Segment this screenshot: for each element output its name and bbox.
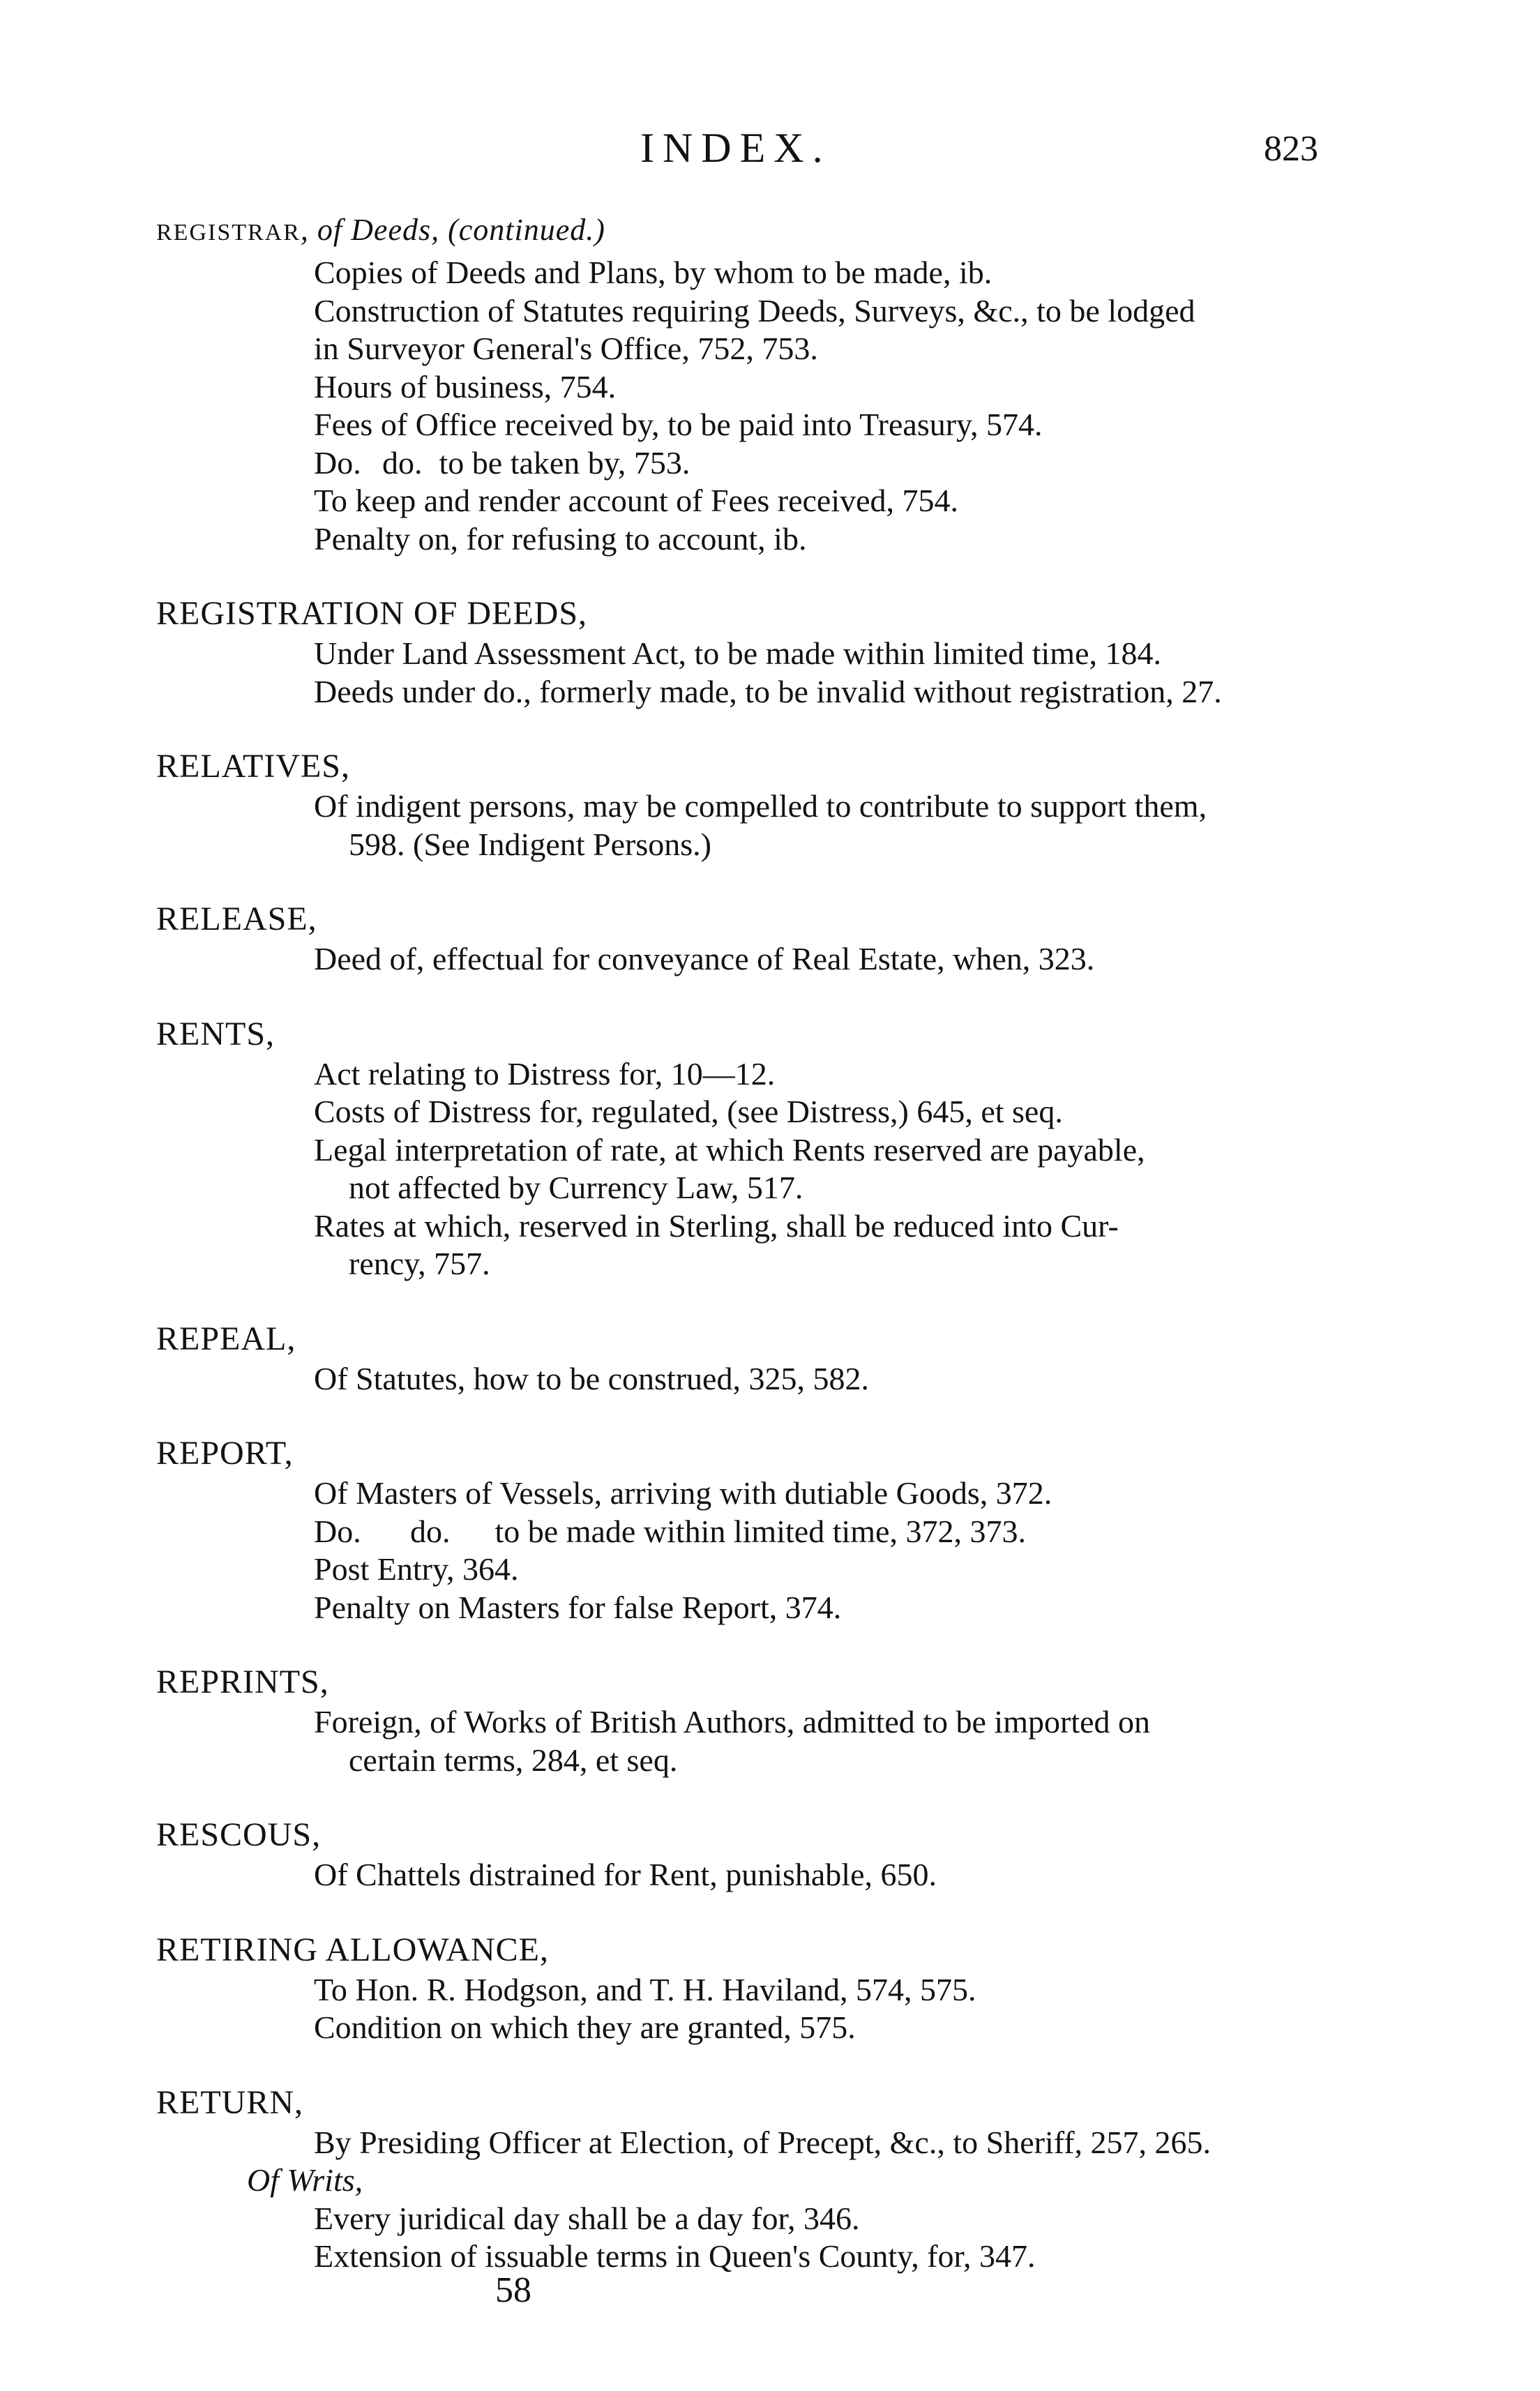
index-entry: Copies of Deeds and Plans, by whom to be made, ib. bbox=[314, 255, 992, 290]
index-content bbox=[156, 209, 1370, 2276]
ditto-text: to be taken by, 753. bbox=[439, 444, 690, 481]
index-entry: Construction of Statutes requiring Deeds, Surveys, &c., to be lodged bbox=[314, 292, 1195, 329]
index-section-report bbox=[156, 1433, 1370, 1627]
continuation-text: not affected by Currency Law, 517. bbox=[349, 1170, 803, 1205]
index-section-registrar bbox=[156, 209, 1370, 558]
index-entry: Costs of Distress for, regulated, (see Distress,) 645, et seq. bbox=[314, 1094, 1063, 1129]
page-number: 823 bbox=[1264, 129, 1318, 169]
index-section-retiring-allowance bbox=[156, 1929, 1370, 2047]
index-subheading: Of Writs, bbox=[247, 2162, 363, 2198]
index-entry: Condition on which they are granted, 575. bbox=[314, 2009, 856, 2045]
ditto-text: to be made within limited time, 372, 373. bbox=[495, 1513, 1026, 1549]
index-entry-ditto bbox=[156, 444, 1370, 483]
index-entry: Penalty on, for refusing to account, ib. bbox=[314, 520, 807, 557]
index-entry: Under Land Assessment Act, to be made within limited time, 184. bbox=[314, 635, 1161, 671]
index-section-return bbox=[156, 2082, 1370, 2276]
index-section-registration-of-deeds bbox=[156, 593, 1370, 711]
index-entry-continuation bbox=[156, 1169, 1370, 1207]
index-entry-ditto bbox=[156, 1513, 1370, 1551]
section-heading: RENTS, bbox=[156, 1015, 275, 1053]
ditto-mark: do. bbox=[382, 444, 423, 481]
index-section-repeal bbox=[156, 1318, 1370, 1398]
index-entry: By Presiding Officer at Election, of Precept, &c., to Sheriff, 257, 265. bbox=[314, 2124, 1211, 2160]
continuation-text: in Surveyor General's Office, 752, 753. bbox=[314, 331, 818, 366]
section-heading bbox=[156, 209, 1370, 254]
index-entry: Of indigent persons, may be compelled to contribute to support them, bbox=[314, 788, 1207, 824]
section-heading: RELATIVES, bbox=[156, 748, 350, 785]
index-section-release bbox=[156, 898, 1370, 979]
section-heading: REPORT, bbox=[156, 1435, 294, 1472]
index-entry: Post Entry, 364. bbox=[314, 1551, 519, 1587]
section-heading: REPEAL, bbox=[156, 1320, 296, 1357]
index-entry: Of Statutes, how to be construed, 325, 582. bbox=[314, 1360, 869, 1396]
index-entry: Fees of Office received by, to be paid into Treasury, 574. bbox=[314, 407, 1043, 442]
index-entry-continuation bbox=[156, 826, 1370, 864]
index-entry: To keep and render account of Fees received, 754. bbox=[314, 483, 959, 518]
index-section-rescous bbox=[156, 1814, 1370, 1894]
ditto-mark: Do. bbox=[314, 444, 361, 481]
index-entry-continuation bbox=[156, 1742, 1370, 1780]
heading-continuation: , of Deeds, (continued.) bbox=[300, 213, 605, 247]
ditto-mark: Do. bbox=[314, 1513, 361, 1549]
section-heading: REPRINTS, bbox=[156, 1664, 329, 1700]
section-heading: REGISTRATION OF DEEDS, bbox=[156, 595, 588, 632]
index-entry: Every juridical day shall be a day for, 346. bbox=[314, 2200, 860, 2236]
index-section-reprints bbox=[156, 1661, 1370, 1779]
signature-mark: 58 bbox=[495, 2270, 531, 2310]
section-heading: RETIRING ALLOWANCE, bbox=[156, 1931, 549, 1968]
index-entry: Penalty on Masters for false Report, 374. bbox=[314, 1589, 842, 1625]
index-entry-continuation bbox=[156, 330, 1370, 368]
section-heading: RETURN, bbox=[156, 2083, 303, 2121]
index-entry: Of Chattels distrained for Rent, punishable, 650. bbox=[314, 1857, 937, 1892]
index-entry: Act relating to Distress for, 10—12. bbox=[314, 1055, 776, 1092]
section-heading: RELEASE, bbox=[156, 900, 317, 937]
index-entry: Deeds under do., formerly made, to be invalid without registration, 27. bbox=[314, 673, 1222, 709]
section-heading: RESCOUS, bbox=[156, 1816, 322, 1853]
index-entry: Legal interpretation of rate, at which Rents reserved are payable, bbox=[314, 1131, 1145, 1168]
index-entry: Foreign, of Works of British Authors, admitted to be imported on bbox=[314, 1704, 1151, 1740]
continuation-text: rency, 757. bbox=[349, 1246, 490, 1281]
continuation-text: 598. (See Indigent Persons.) bbox=[349, 826, 711, 862]
page-title: INDEX. bbox=[640, 125, 831, 171]
index-entry: Rates at which, reserved in Sterling, shall be reduced into Cur- bbox=[314, 1207, 1119, 1244]
index-entry: Of Masters of Vessels, arriving with dutiable Goods, 372. bbox=[314, 1475, 1052, 1511]
heading-smallcaps: REGISTRAR bbox=[156, 220, 301, 246]
continuation-text: certain terms, 284, et seq. bbox=[349, 1742, 678, 1778]
index-section-rents bbox=[156, 1013, 1370, 1283]
index-entry: Deed of, effectual for conveyance of Real Estate, when, 323. bbox=[314, 941, 1095, 976]
index-section-relatives bbox=[156, 746, 1370, 863]
index-entry-continuation bbox=[156, 1245, 1370, 1283]
index-entry: To Hon. R. Hodgson, and T. H. Haviland, 574, 575. bbox=[314, 1971, 976, 2007]
index-entry: Hours of business, 754. bbox=[314, 368, 617, 405]
ditto-mark: do. bbox=[410, 1513, 451, 1549]
running-header bbox=[0, 124, 1540, 173]
index-entry: Extension of issuable terms in Queen's County, for, 347. bbox=[314, 2238, 1036, 2274]
